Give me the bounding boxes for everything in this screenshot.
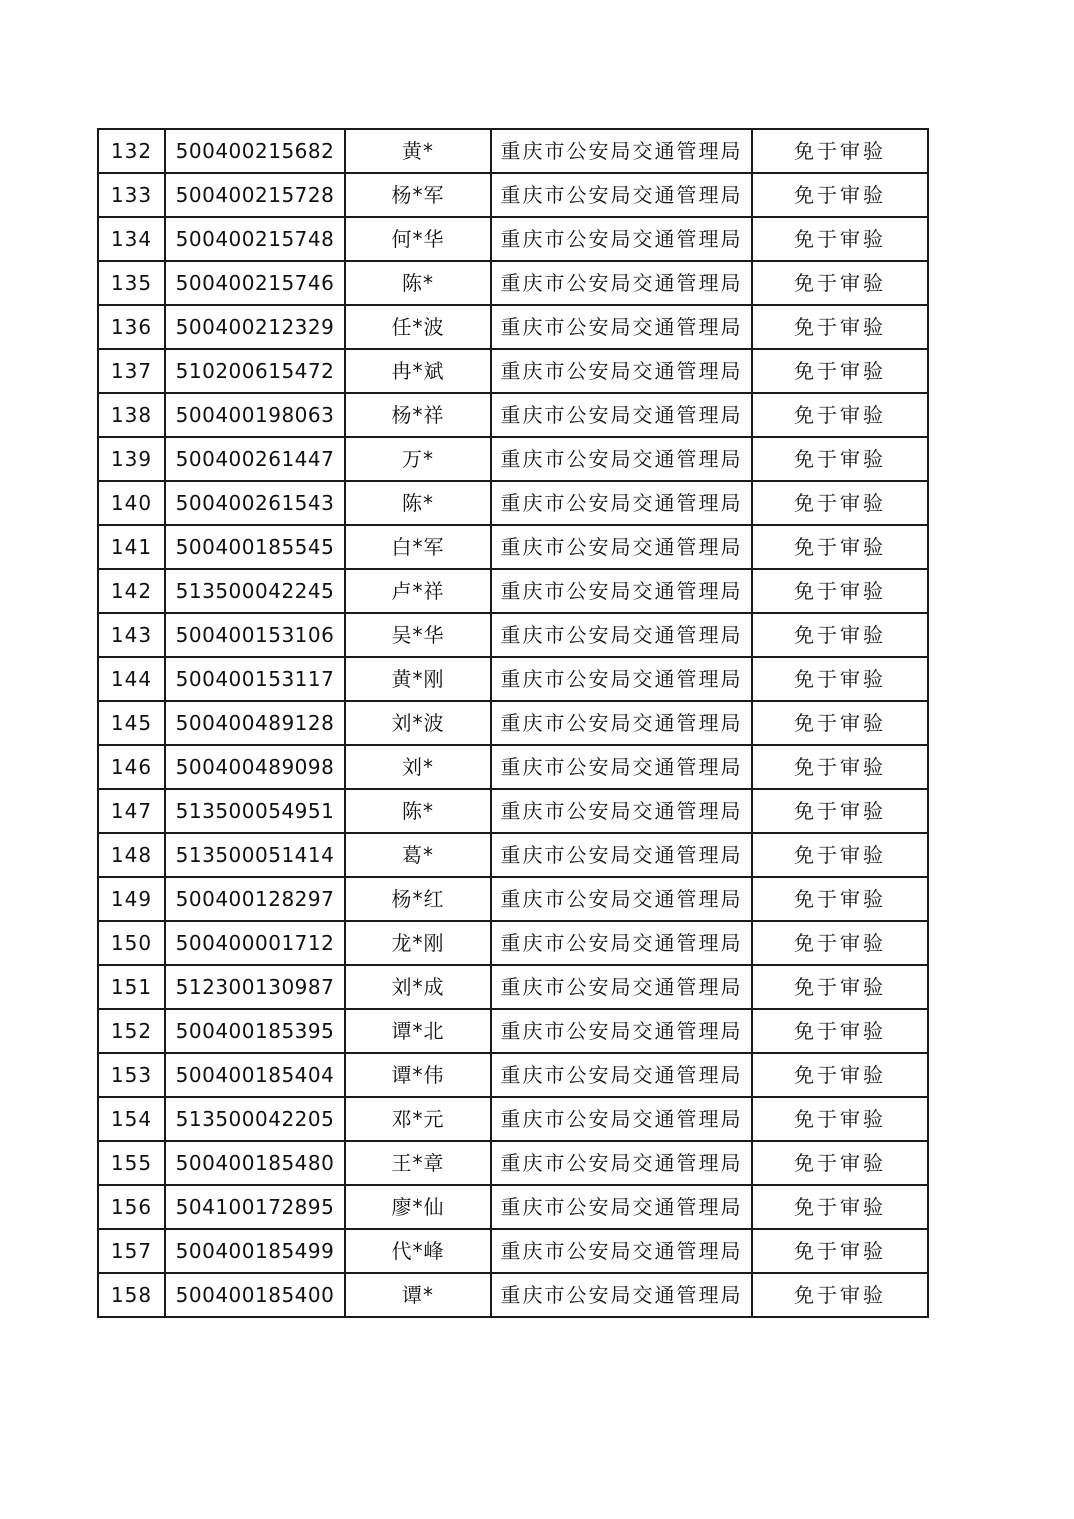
record-id-cell: 500400261543 bbox=[165, 481, 345, 525]
table-row bbox=[98, 1141, 928, 1185]
person-name-cell: 刘*成 bbox=[345, 965, 491, 1009]
record-id-cell: 500400153117 bbox=[165, 657, 345, 701]
person-name-cell: 谭*北 bbox=[345, 1009, 491, 1053]
person-name-cell: 陈* bbox=[345, 789, 491, 833]
table-row bbox=[98, 833, 928, 877]
table-row bbox=[98, 877, 928, 921]
row-number-cell: 135 bbox=[98, 261, 165, 305]
row-number-cell: 143 bbox=[98, 613, 165, 657]
issuing-authority-cell: 重庆市公安局交通管理局 bbox=[491, 1185, 752, 1229]
issuing-authority-cell: 重庆市公安局交通管理局 bbox=[491, 437, 752, 481]
table-row bbox=[98, 965, 928, 1009]
record-id-cell: 500400185499 bbox=[165, 1229, 345, 1273]
review-status-cell: 免于审验 bbox=[752, 173, 928, 217]
person-name-cell: 何*华 bbox=[345, 217, 491, 261]
table-row bbox=[98, 173, 928, 217]
issuing-authority-cell: 重庆市公安局交通管理局 bbox=[491, 789, 752, 833]
review-status-cell: 免于审验 bbox=[752, 789, 928, 833]
record-id-cell: 513500042245 bbox=[165, 569, 345, 613]
table-row bbox=[98, 217, 928, 261]
row-number-cell: 138 bbox=[98, 393, 165, 437]
issuing-authority-cell: 重庆市公安局交通管理局 bbox=[491, 393, 752, 437]
review-status-cell: 免于审验 bbox=[752, 261, 928, 305]
record-id-cell: 513500051414 bbox=[165, 833, 345, 877]
record-id-cell: 500400128297 bbox=[165, 877, 345, 921]
issuing-authority-cell: 重庆市公安局交通管理局 bbox=[491, 965, 752, 1009]
record-id-cell: 500400215748 bbox=[165, 217, 345, 261]
review-status-cell: 免于审验 bbox=[752, 1097, 928, 1141]
record-id-cell: 512300130987 bbox=[165, 965, 345, 1009]
issuing-authority-cell: 重庆市公安局交通管理局 bbox=[491, 833, 752, 877]
table-row bbox=[98, 789, 928, 833]
issuing-authority-cell: 重庆市公安局交通管理局 bbox=[491, 745, 752, 789]
review-status-cell: 免于审验 bbox=[752, 129, 928, 173]
table-row bbox=[98, 437, 928, 481]
row-number-cell: 154 bbox=[98, 1097, 165, 1141]
table-row bbox=[98, 569, 928, 613]
table-row bbox=[98, 1097, 928, 1141]
row-number-cell: 142 bbox=[98, 569, 165, 613]
person-name-cell: 任*波 bbox=[345, 305, 491, 349]
review-status-cell: 免于审验 bbox=[752, 701, 928, 745]
table-row bbox=[98, 921, 928, 965]
row-number-cell: 146 bbox=[98, 745, 165, 789]
row-number-cell: 141 bbox=[98, 525, 165, 569]
person-name-cell: 刘* bbox=[345, 745, 491, 789]
record-id-cell: 500400489128 bbox=[165, 701, 345, 745]
record-id-cell: 500400261447 bbox=[165, 437, 345, 481]
row-number-cell: 147 bbox=[98, 789, 165, 833]
review-status-cell: 免于审验 bbox=[752, 305, 928, 349]
record-id-cell: 500400185400 bbox=[165, 1273, 345, 1317]
row-number-cell: 133 bbox=[98, 173, 165, 217]
issuing-authority-cell: 重庆市公安局交通管理局 bbox=[491, 921, 752, 965]
record-id-cell: 500400215746 bbox=[165, 261, 345, 305]
table-row bbox=[98, 305, 928, 349]
person-name-cell: 黄*刚 bbox=[345, 657, 491, 701]
table-row bbox=[98, 613, 928, 657]
record-id-cell: 513500042205 bbox=[165, 1097, 345, 1141]
row-number-cell: 144 bbox=[98, 657, 165, 701]
issuing-authority-cell: 重庆市公安局交通管理局 bbox=[491, 1009, 752, 1053]
review-status-cell: 免于审验 bbox=[752, 569, 928, 613]
record-id-cell: 500400212329 bbox=[165, 305, 345, 349]
issuing-authority-cell: 重庆市公安局交通管理局 bbox=[491, 1053, 752, 1097]
person-name-cell: 谭* bbox=[345, 1273, 491, 1317]
table-row bbox=[98, 1229, 928, 1273]
person-name-cell: 万* bbox=[345, 437, 491, 481]
record-id-cell: 500400001712 bbox=[165, 921, 345, 965]
table-row bbox=[98, 129, 928, 173]
record-id-cell: 510200615472 bbox=[165, 349, 345, 393]
record-id-cell: 500400185545 bbox=[165, 525, 345, 569]
review-status-cell: 免于审验 bbox=[752, 1185, 928, 1229]
record-id-cell: 500400185480 bbox=[165, 1141, 345, 1185]
table-row bbox=[98, 525, 928, 569]
person-name-cell: 王*章 bbox=[345, 1141, 491, 1185]
issuing-authority-cell: 重庆市公安局交通管理局 bbox=[491, 261, 752, 305]
row-number-cell: 153 bbox=[98, 1053, 165, 1097]
issuing-authority-cell: 重庆市公安局交通管理局 bbox=[491, 1273, 752, 1317]
issuing-authority-cell: 重庆市公安局交通管理局 bbox=[491, 173, 752, 217]
person-name-cell: 龙*刚 bbox=[345, 921, 491, 965]
table-row bbox=[98, 349, 928, 393]
review-status-cell: 免于审验 bbox=[752, 525, 928, 569]
row-number-cell: 156 bbox=[98, 1185, 165, 1229]
row-number-cell: 145 bbox=[98, 701, 165, 745]
person-name-cell: 杨*军 bbox=[345, 173, 491, 217]
review-status-cell: 免于审验 bbox=[752, 921, 928, 965]
review-status-cell: 免于审验 bbox=[752, 393, 928, 437]
record-id-cell: 500400215728 bbox=[165, 173, 345, 217]
row-number-cell: 136 bbox=[98, 305, 165, 349]
row-number-cell: 151 bbox=[98, 965, 165, 1009]
row-number-cell: 134 bbox=[98, 217, 165, 261]
review-status-cell: 免于审验 bbox=[752, 1053, 928, 1097]
roster-table-body bbox=[98, 129, 928, 1317]
issuing-authority-cell: 重庆市公安局交通管理局 bbox=[491, 305, 752, 349]
table-row bbox=[98, 393, 928, 437]
person-name-cell: 杨*祥 bbox=[345, 393, 491, 437]
review-status-cell: 免于审验 bbox=[752, 877, 928, 921]
row-number-cell: 140 bbox=[98, 481, 165, 525]
review-status-cell: 免于审验 bbox=[752, 745, 928, 789]
row-number-cell: 132 bbox=[98, 129, 165, 173]
review-status-cell: 免于审验 bbox=[752, 657, 928, 701]
record-id-cell: 500400185404 bbox=[165, 1053, 345, 1097]
row-number-cell: 157 bbox=[98, 1229, 165, 1273]
review-status-cell: 免于审验 bbox=[752, 1229, 928, 1273]
issuing-authority-cell: 重庆市公安局交通管理局 bbox=[491, 613, 752, 657]
person-name-cell: 卢*祥 bbox=[345, 569, 491, 613]
person-name-cell: 杨*红 bbox=[345, 877, 491, 921]
issuing-authority-cell: 重庆市公安局交通管理局 bbox=[491, 877, 752, 921]
record-id-cell: 500400153106 bbox=[165, 613, 345, 657]
table-row bbox=[98, 1053, 928, 1097]
issuing-authority-cell: 重庆市公安局交通管理局 bbox=[491, 217, 752, 261]
review-status-cell: 免于审验 bbox=[752, 1273, 928, 1317]
review-status-cell: 免于审验 bbox=[752, 217, 928, 261]
table-row bbox=[98, 1009, 928, 1053]
issuing-authority-cell: 重庆市公安局交通管理局 bbox=[491, 701, 752, 745]
record-id-cell: 500400215682 bbox=[165, 129, 345, 173]
person-name-cell: 葛* bbox=[345, 833, 491, 877]
row-number-cell: 139 bbox=[98, 437, 165, 481]
person-name-cell: 吴*华 bbox=[345, 613, 491, 657]
table-row bbox=[98, 701, 928, 745]
row-number-cell: 137 bbox=[98, 349, 165, 393]
person-name-cell: 代*峰 bbox=[345, 1229, 491, 1273]
review-status-cell: 免于审验 bbox=[752, 349, 928, 393]
row-number-cell: 158 bbox=[98, 1273, 165, 1317]
row-number-cell: 155 bbox=[98, 1141, 165, 1185]
record-id-cell: 500400185395 bbox=[165, 1009, 345, 1053]
person-name-cell: 黄* bbox=[345, 129, 491, 173]
record-id-cell: 500400489098 bbox=[165, 745, 345, 789]
record-id-cell: 504100172895 bbox=[165, 1185, 345, 1229]
issuing-authority-cell: 重庆市公安局交通管理局 bbox=[491, 525, 752, 569]
issuing-authority-cell: 重庆市公安局交通管理局 bbox=[491, 1229, 752, 1273]
person-name-cell: 陈* bbox=[345, 481, 491, 525]
person-name-cell: 冉*斌 bbox=[345, 349, 491, 393]
table-row bbox=[98, 1273, 928, 1317]
person-name-cell: 邓*元 bbox=[345, 1097, 491, 1141]
review-status-cell: 免于审验 bbox=[752, 965, 928, 1009]
row-number-cell: 149 bbox=[98, 877, 165, 921]
table-row bbox=[98, 481, 928, 525]
table-row bbox=[98, 657, 928, 701]
person-name-cell: 谭*伟 bbox=[345, 1053, 491, 1097]
record-id-cell: 500400198063 bbox=[165, 393, 345, 437]
issuing-authority-cell: 重庆市公安局交通管理局 bbox=[491, 569, 752, 613]
issuing-authority-cell: 重庆市公安局交通管理局 bbox=[491, 129, 752, 173]
review-status-cell: 免于审验 bbox=[752, 481, 928, 525]
table-row bbox=[98, 745, 928, 789]
row-number-cell: 148 bbox=[98, 833, 165, 877]
person-name-cell: 刘*波 bbox=[345, 701, 491, 745]
table-row bbox=[98, 261, 928, 305]
table-row bbox=[98, 1185, 928, 1229]
record-id-cell: 513500054951 bbox=[165, 789, 345, 833]
roster-table bbox=[97, 128, 929, 1318]
person-name-cell: 白*军 bbox=[345, 525, 491, 569]
issuing-authority-cell: 重庆市公安局交通管理局 bbox=[491, 1097, 752, 1141]
row-number-cell: 152 bbox=[98, 1009, 165, 1053]
person-name-cell: 陈* bbox=[345, 261, 491, 305]
review-status-cell: 免于审验 bbox=[752, 437, 928, 481]
issuing-authority-cell: 重庆市公安局交通管理局 bbox=[491, 349, 752, 393]
issuing-authority-cell: 重庆市公安局交通管理局 bbox=[491, 481, 752, 525]
review-status-cell: 免于审验 bbox=[752, 613, 928, 657]
issuing-authority-cell: 重庆市公安局交通管理局 bbox=[491, 1141, 752, 1185]
review-status-cell: 免于审验 bbox=[752, 1141, 928, 1185]
issuing-authority-cell: 重庆市公安局交通管理局 bbox=[491, 657, 752, 701]
person-name-cell: 廖*仙 bbox=[345, 1185, 491, 1229]
review-status-cell: 免于审验 bbox=[752, 833, 928, 877]
review-status-cell: 免于审验 bbox=[752, 1009, 928, 1053]
row-number-cell: 150 bbox=[98, 921, 165, 965]
